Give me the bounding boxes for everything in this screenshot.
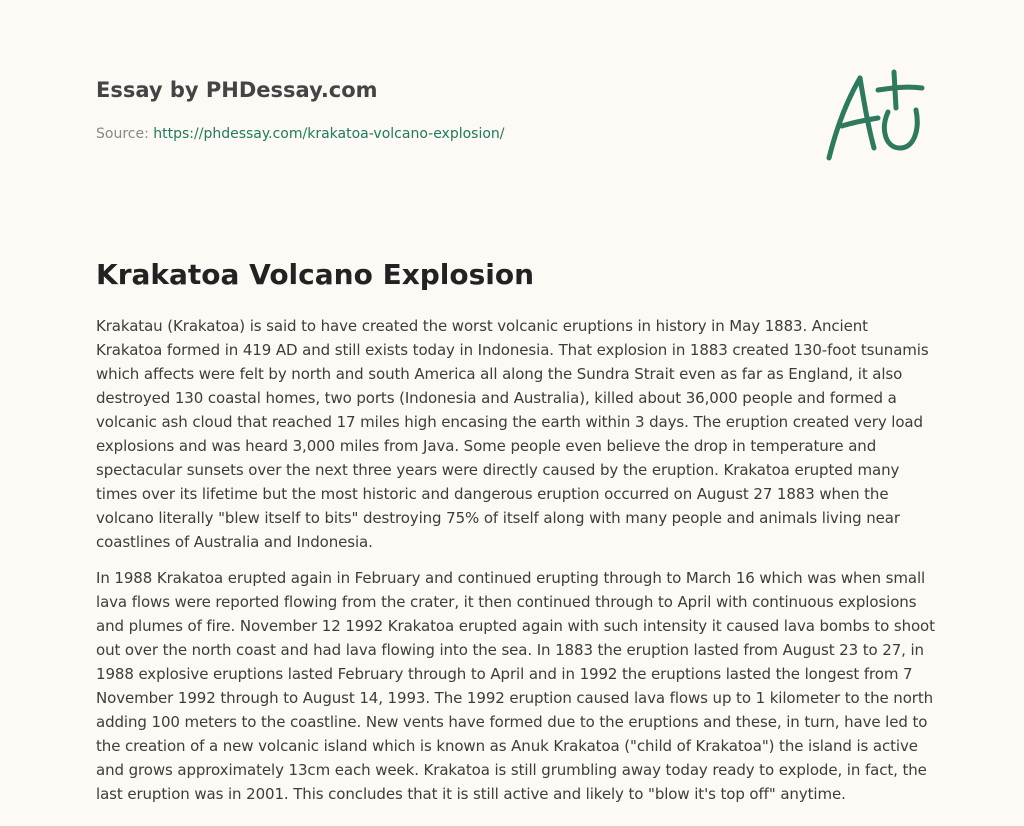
essay-paragraph: In 1988 Krakatoa erupted again in February and continued erupting through to March 16 which was when small lava flows were reported flowing from the crater, it then continued through to April with continuous explosions and plumes of fire. November 12 1992 Krakatoa erupted again with such intensity it caused lava bombs to shoot out over the north coast and had lava flowing into the sea. In 1883 the eruption lasted from August 23 to 27, in 1988 explosive eruptions lasted February through to April and in 1992 the eruptions lasted the longest from 7 November 1992 through to August 14, 1993. The 1992 eruption caused lava flows up to 1 kilometer to the north adding 100 meters to the coastline. New vents have formed due to the eruptions and these, in turn, have led to the creation of a new volcanic island which is known as Anuk Krakatoa ("child of Krakatoa") the island is active and grows approximately 13cm each week. Krakatoa is still grumbling away today ready to explode, in fact, the last eruption was in 2001. This concludes that it is still active and likely to "blow it's top off" anytime. (96, 569, 935, 803)
essay-title: Krakatoa Volcano Explosion (96, 258, 535, 291)
essay-paragraph: Krakatau (Krakatoa) is said to have created the worst volcanic eruptions in history in May 1883. Ancient Krakatoa formed in 419 AD and still exists today in Indonesia. That explosion in 1883 created 130-foot tsunamis which affects were felt by north and south America all along the Sundra Strait even as far as England, it also destroyed 130 coastal homes, two ports (Indonesia and Australia), killed about 36,000 people and formed a volcanic ash cloud that reached 17 miles high encasing the earth within 3 days. The eruption created very load explosions and was heard 3,000 miles from Java. Some people even believe the drop in temperature and spectacular sunsets over the next three years were directly caused by the eruption. Krakatoa erupted many times over its lifetime but the most historic and dangerous eruption occurred on August 27 1883 when the volcano literally "blew itself to bits" destroying 75% of itself along with many people and animals living near coastlines of Australia and Indonesia. (96, 317, 929, 551)
document-header (96, 76, 796, 144)
source-line (96, 124, 796, 144)
source-label: Source: (96, 126, 154, 142)
brand-title: Essay by PHDessay.com (96, 78, 378, 102)
source-link[interactable]: https://phdessay.com/krakatoa-volcano-explosion/ (153, 126, 505, 142)
a-plus-grade-logo-icon (822, 68, 932, 164)
essay-body (96, 314, 936, 818)
